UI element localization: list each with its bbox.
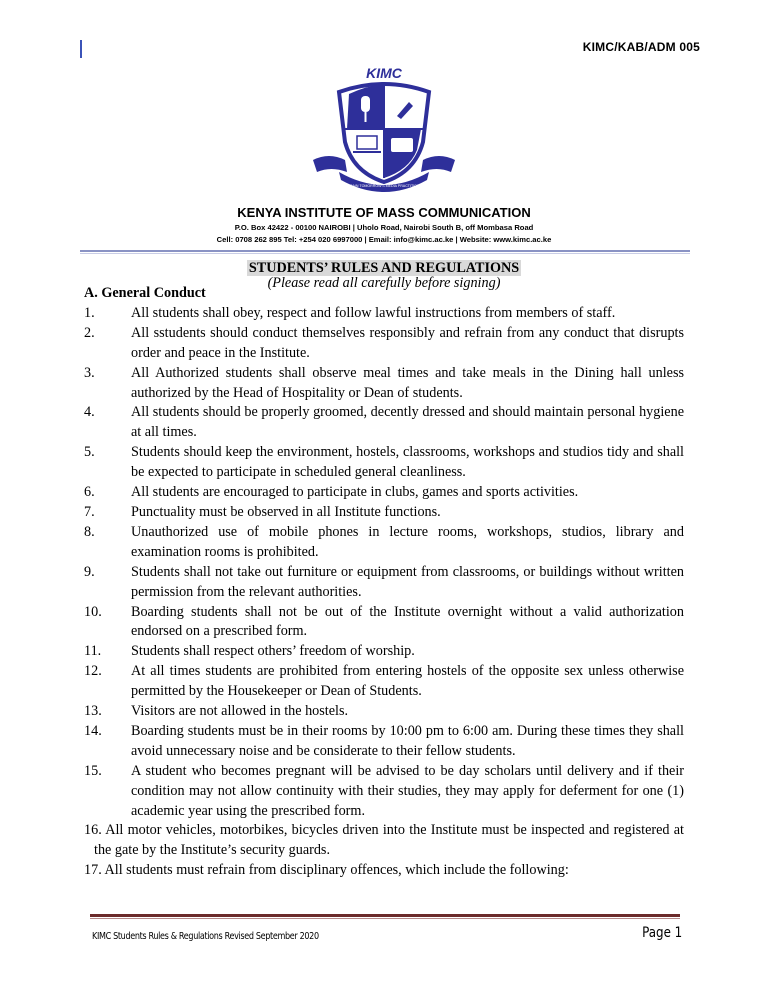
rule-number: 15. [84,762,102,779]
rule-number: 6. [84,484,95,501]
rule-item [84,503,684,523]
rule-text: Students shall not take out furniture or equipment from classrooms, or buildings without written permission from the relevant authorities. [131,563,684,600]
rule-text: Students should keep the environment, hostels, classrooms, workshops and studios tidy and shall be expected to participate in scheduled general cleanliness. [131,444,684,481]
rule-item [84,403,684,443]
text-cursor-marker [80,40,82,58]
rule-text: At all times students are prohibited from entering hostels of the opposite sex unless otherwise permitted by the Housekeeper or Dean of Students. [131,663,684,700]
rule-item [84,821,684,861]
footer-divider-thin [90,918,680,919]
footer-text: KIMC Students Rules & Regulations Revised September 2020 [92,931,319,942]
rule-text: Boarding students shall not be out of the Institute overnight without a valid authorization endorsed on a prescribed form. [131,603,684,640]
rule-number: 2. [84,324,95,341]
header-divider [80,250,690,252]
section-heading: A. General Conduct [84,285,206,301]
rule-text: Students shall respect others’ freedom of worship. [131,643,415,660]
rule-item [84,324,684,364]
svg-text:KIMC: KIMC [366,65,402,81]
rule-number: 16. [84,822,102,839]
rule-number: 8. [84,523,95,540]
rule-text: Boarding students must be in their rooms by 10:00 pm to 6:00 am. During these times they shall avoid unnecessary noise and be considerate to their fellow students. [131,722,684,759]
rule-number: 3. [84,364,95,381]
rule-number: 10. [84,603,102,620]
rule-item [84,861,684,881]
rule-number: 5. [84,444,95,461]
rule-text: Visitors are not allowed in the hostels. [131,703,349,720]
rule-item [84,642,684,662]
document-subtitle: (Please read all carefully before signing) [267,275,501,291]
page-number: Page 1 [641,925,682,941]
address-line-2: Cell: 0708 262 895 Tel: +254 020 6997000 | Email: info@kimc.ac.ke | Website: www.kimc.ac.ke [216,235,552,244]
document-title: STUDENTS’ RULES AND REGULATIONS [248,260,520,276]
document-id: KIMC/KAB/ADM 005 [582,40,700,54]
rule-text: All students shall obey, respect and follow lawful instructions from members of staff. [131,304,616,321]
rule-text: Punctuality must be observed in all Institute functions. [131,503,441,520]
rule-item [84,483,684,503]
rule-item [84,523,684,563]
rule-text: All Authorized students shall observe meal times and take meals in the Dining hall unless authorized by the Head of Hospitality or Dean of students. [131,364,684,401]
rule-item [84,603,684,643]
rule-item [84,662,684,702]
kimc-logo [309,64,459,198]
header-divider-thin [80,253,690,254]
rule-number: 11. [84,643,102,660]
rule-item [84,722,684,762]
rule-text: Unauthorized use of mobile phones in lecture rooms, workshops, studios, library and examination rooms is prohibited. [131,523,684,560]
rule-text: All sstudents should conduct themselves responsibly and refrain from any conduct that disrupts order and peace in the Institute. [131,324,684,361]
rule-number: 1. [84,304,95,321]
rule-number: 7. [84,503,95,520]
rule-text: All students should be properly groomed, decently dressed and should maintain personal hygiene at all times. [131,404,684,441]
institution-name: KENYA INSTITUTE OF MASS COMMUNICATION [237,205,531,220]
rule-number: 4. [84,404,95,421]
rule-text: All motor vehicles, motorbikes, bicycles driven into the Institute must be inspected and registered at the gate by the Institute’s security guards. [94,822,684,859]
rule-item [84,762,684,822]
rule-text: All students must refrain from disciplinary offences, which include the following: [104,862,569,879]
rule-item [84,364,684,404]
rule-item [84,702,684,722]
rules-list [84,304,684,881]
rule-item [84,304,684,324]
footer-divider [90,914,680,917]
rule-number: 17. [84,862,102,879]
rule-item [84,563,684,603]
rule-number: 14. [84,722,102,739]
rule-number: 12. [84,663,102,680]
rules-content [84,284,684,881]
rule-text: A student who becomes pregnant will be advised to be day scholars until delivery and if their condition may not allow continuity with their studies, they may apply for deferment for one (1) academic year using the prescribed form. [131,762,684,819]
logo-motto: WE TRAIN TOMORROW'S MEDIA PRACTITIONERS [341,184,427,188]
address-line-1: P.O. Box 42422 - 00100 NAIROBI | Uholo Road, Nairobi South B, off Mombasa Road [234,223,534,232]
rule-text: All students are encouraged to participate in clubs, games and sports activities. [131,484,579,501]
rule-item [84,443,684,483]
rule-number: 9. [84,563,95,580]
rule-number: 13. [84,703,102,720]
